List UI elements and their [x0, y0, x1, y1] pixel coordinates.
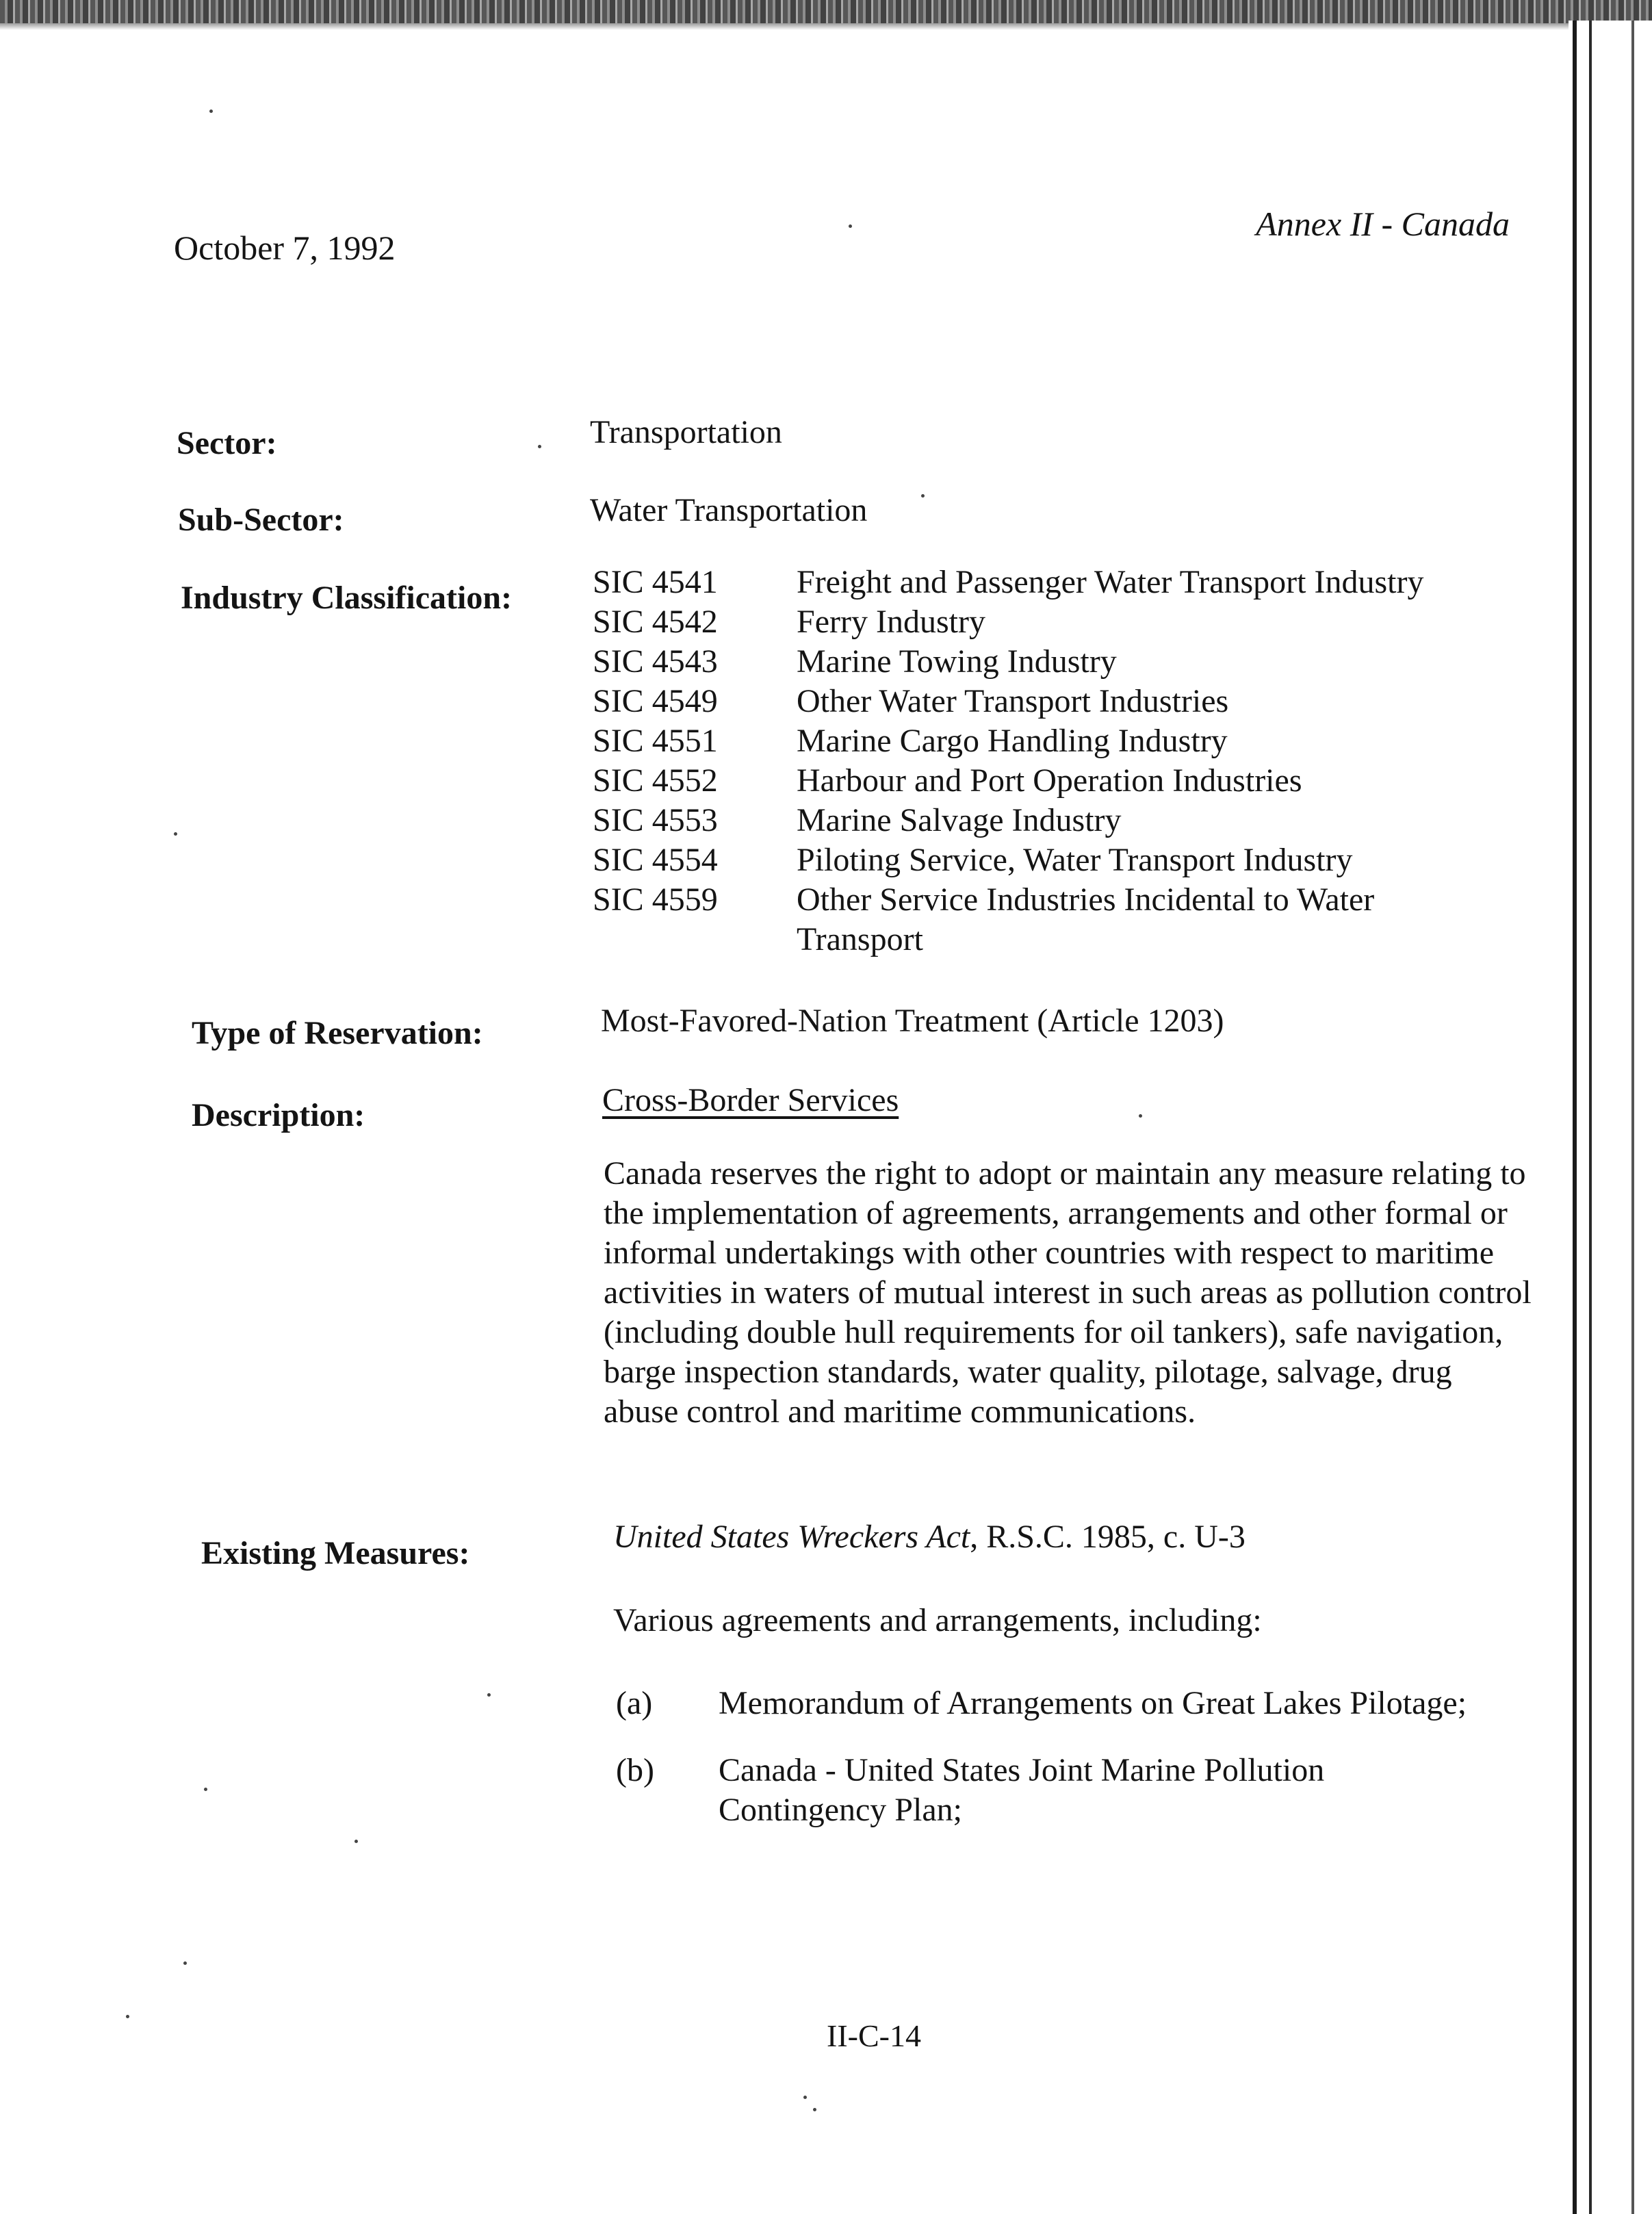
sic-code: SIC 4542	[593, 604, 718, 640]
sic-description: Harbour and Port Operation Industries	[797, 762, 1302, 799]
subsector-value: Water Transportation	[590, 492, 868, 528]
classification-row	[593, 682, 1503, 721]
classification-row	[593, 642, 1503, 682]
scan-speck	[538, 445, 541, 448]
scan-speck	[354, 1840, 358, 1843]
scan-speck	[204, 1788, 207, 1791]
scan-speck	[209, 110, 213, 113]
measure-act-name: United States Wreckers Act	[613, 1519, 970, 1555]
sic-code: SIC 4553	[593, 802, 718, 838]
page-number: II-C-14	[827, 2018, 921, 2053]
annex-title: Annex II - Canada	[1256, 205, 1510, 243]
scan-speck	[849, 224, 852, 228]
measure-item	[616, 1684, 1533, 1723]
sector-value: Transportation	[590, 414, 782, 450]
document-date: October 7, 1992	[174, 229, 396, 267]
measure-act	[613, 1518, 1246, 1556]
scan-speck	[487, 1693, 491, 1697]
sic-code: SIC 4543	[593, 643, 718, 680]
sic-description: Other Water Transport Industries	[797, 683, 1229, 719]
scan-speck	[1139, 1114, 1142, 1118]
sic-code: SIC 4552	[593, 762, 718, 799]
sector-label: Sector:	[177, 425, 277, 461]
description-heading: Cross-Border Services	[602, 1082, 899, 1118]
sic-code: SIC 4541	[593, 564, 718, 600]
scan-top-edge	[0, 0, 1652, 23]
classification-row	[593, 761, 1503, 801]
measure-item-text: Memorandum of Arrangements on Great Lakes Pilotage;	[719, 1685, 1467, 1721]
sic-description: Marine Salvage Industry	[797, 802, 1122, 838]
sic-description: Ferry Industry	[797, 604, 985, 640]
scan-speck	[813, 2108, 816, 2111]
sic-description: Marine Cargo Handling Industry	[797, 723, 1228, 759]
measure-act-citation: , R.S.C. 1985, c. U-3	[970, 1519, 1246, 1555]
sic-code: SIC 4559	[593, 881, 718, 918]
measures-intro: Various agreements and arrangements, including:	[613, 1602, 1262, 1638]
classification-row	[593, 840, 1503, 880]
classification-row	[593, 801, 1503, 840]
measure-item-letter: (a)	[616, 1685, 653, 1721]
scan-speck	[174, 832, 177, 836]
reservation-type-value: Most-Favored-Nation Treatment (Article 1203)	[601, 1003, 1224, 1039]
measure-item	[616, 1751, 1533, 1830]
reservation-type-label: Type of Reservation:	[192, 1015, 483, 1051]
sic-code: SIC 4554	[593, 842, 718, 878]
sic-description: Piloting Service, Water Transport Industry	[797, 842, 1353, 878]
description-label: Description:	[192, 1097, 365, 1133]
existing-measures-label: Existing Measures:	[201, 1535, 470, 1571]
scan-right-edge	[1569, 21, 1652, 2214]
sic-code: SIC 4551	[593, 723, 718, 759]
classification-row	[593, 721, 1503, 761]
scan-speck	[126, 2015, 129, 2018]
classification-row	[593, 880, 1503, 960]
scan-speck	[803, 2096, 807, 2099]
measure-item-text: Canada - United States Joint Marine Pollution Contingency Plan;	[719, 1752, 1325, 1828]
sic-description: Marine Towing Industry	[797, 643, 1117, 680]
sic-code: SIC 4549	[593, 683, 718, 719]
industry-classification-list	[593, 563, 1503, 960]
sic-description: Other Service Industries Incidental to Water Transport	[797, 881, 1375, 957]
sic-description: Freight and Passenger Water Transport Industry	[797, 564, 1424, 600]
measure-item-letter: (b)	[616, 1752, 654, 1788]
industry-classification-label: Industry Classification:	[181, 580, 513, 616]
classification-row	[593, 602, 1503, 642]
scan-speck	[183, 1961, 187, 1965]
scan-speck	[921, 494, 925, 498]
subsector-label: Sub-Sector:	[178, 502, 344, 538]
description-text: Canada reserves the right to adopt or maintain any measure relating to the implementation of agreements, arrangements and other formal or informal undertakings with other countries with respect to maritime activities in waters of mutual interest in such areas as pollution control (including double hull requirements for oil tankers), safe navigation, barge inspection standards, water quality, pilotage, salvage, drug abuse control and maritime communications.	[604, 1155, 1532, 1430]
classification-row	[593, 563, 1503, 602]
